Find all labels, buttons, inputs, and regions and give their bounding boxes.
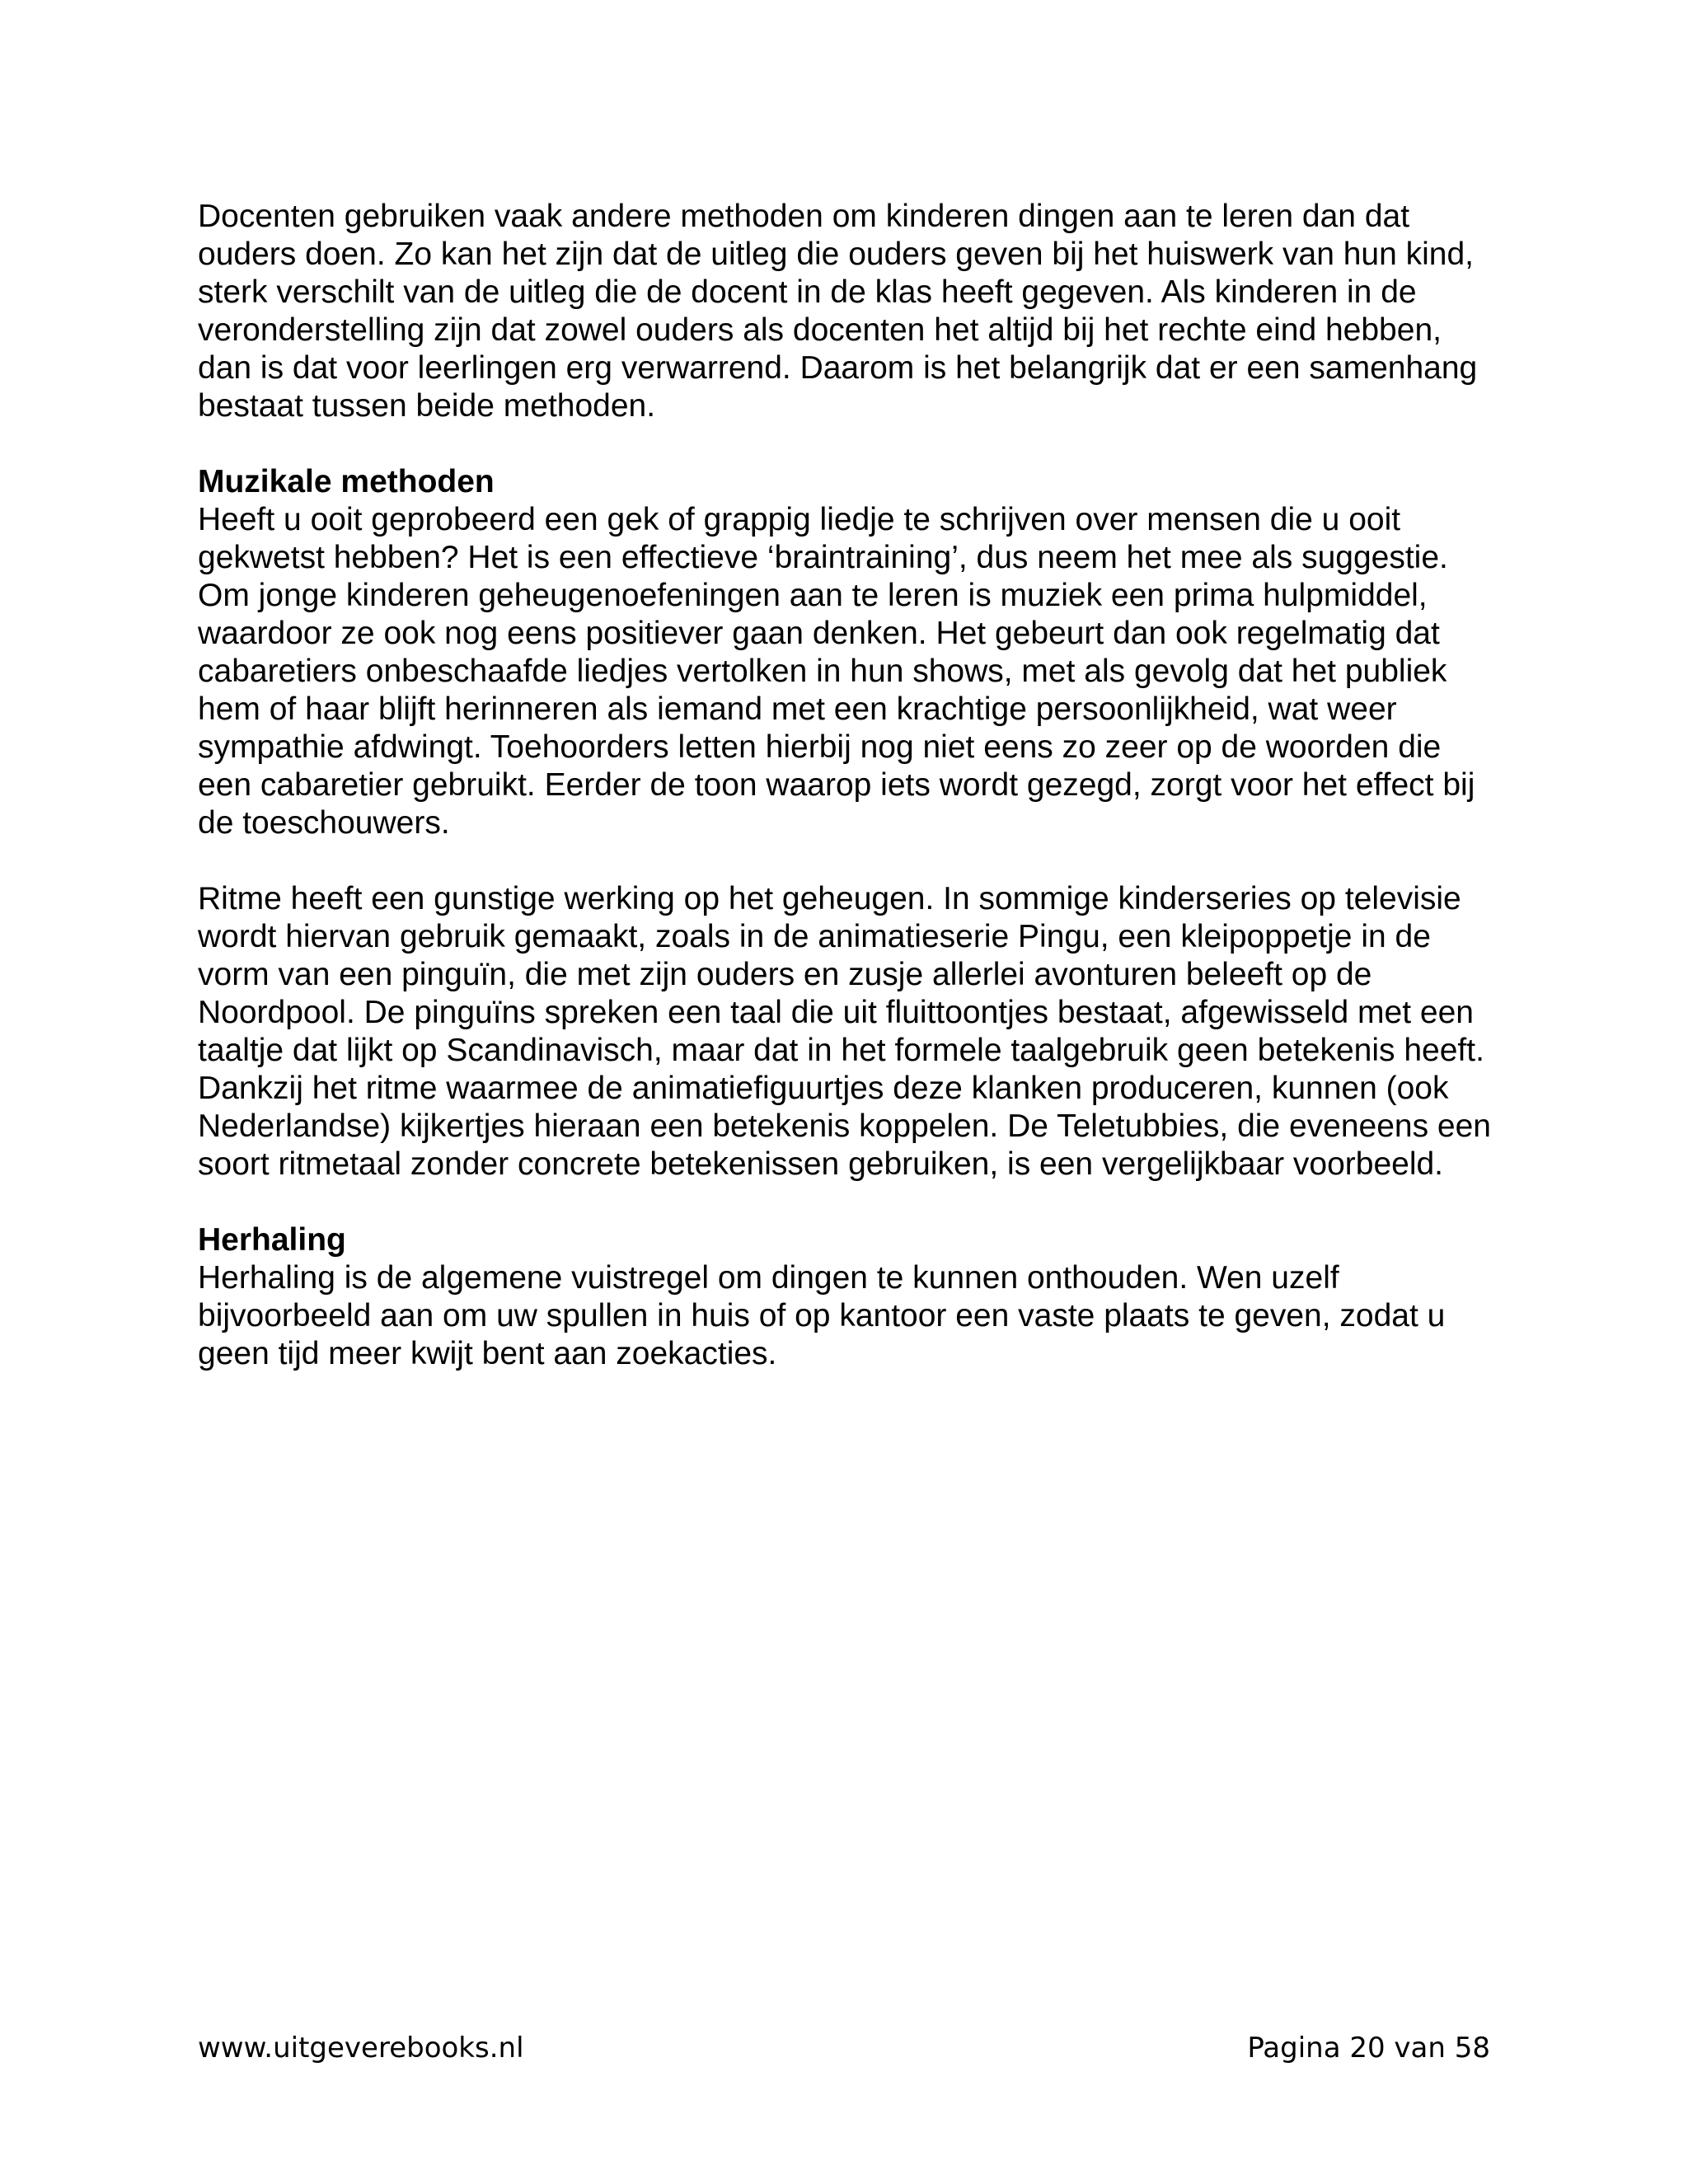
paragraph-muzikale-methoden: Heeft u ooit geprobeerd een gek of grappig liedje te schrijven over mensen die u ooit gekwetst hebben? Het is een effectieve ‘braintraining’, dus neem het mee als suggestie. Om jonge kinderen geheugenoefeningen aan te leren is muziek een prima hulpmiddel, waardoor ze ook nog eens positiever gaan denken. Het gebeurt dan ook regelmatig dat cabaretiers onbeschaafde liedjes vertolken in hun shows, met als gevolg dat het publiek hem of haar blijft herinneren als iemand met een krachtige persoonlijkheid, wat weer sympathie afdwingt. Toehoorders letten hierbij nog niet eens zo zeer op de woorden die een cabaretier gebruikt. Eerder de toon waarop iets wordt gezegd, zorgt voor het effect bij de toeschouwers. [198,502,1475,841]
section-heading-muzikale-methoden: Muzikale methoden [198,464,495,499]
paragraph-gap [198,1183,1500,1221]
paragraph-intro: Docenten gebruiken vaak andere methoden om kinderen dingen aan te leren dan dat ouders doen. Zo kan het zijn dat de uitleg die ouders geven bij het huiswerk van hun kind, sterk verschilt van de uitleg die de docent in de klas heeft gegeven. Als kinderen in de veronderstelling zijn dat zowel ouders als docenten het altijd bij het rechte eind hebben, dan is dat voor leerlingen erg verwarrend. Daarom is het belangrijk dat er een samenhang bestaat tussen beide methoden. [198,199,1478,424]
paragraph-gap [198,425,1500,463]
document-body [198,198,1500,1373]
footer-page-number: Pagina 20 van 58 [1247,2032,1490,2064]
page-footer [198,2032,1490,2064]
paragraph-herhaling: Herhaling is de algemene vuistregel om dingen te kunnen onthouden. Wen uzelf bijvoorbeeld aan om uw spullen in huis of op kantoor een vaste plaats te geven, zodat u geen tijd meer kwijt bent aan zoekacties. [198,1260,1446,1371]
section-heading-herhaling: Herhaling [198,1222,346,1258]
paragraph-ritme: Ritme heeft een gunstige werking op het geheugen. In sommige kinderseries op televisie wordt hiervan gebruik gemaakt, zoals in de animatieserie Pingu, een kleipoppetje in de vorm van een pinguïn, die met zijn ouders en zusje allerlei avonturen beleeft op de Noordpool. De pinguïns spreken een taal die uit fluittoontjes bestaat, afgewisseld met een taaltje dat lijkt op Scandinavisch, maar dat in het formele taalgebruik geen betekenis heeft. Dankzij het ritme waarmee de animatiefiguurtjes deze klanken produceren, kunnen (ook Nederlandse) kijkertjes hieraan een betekenis koppelen. De Teletubbies, die eveneens een soort ritmetaal zonder concrete betekenissen gebruiken, is een vergelijkbaar voorbeeld. [198,881,1491,1182]
paragraph-gap [198,842,1500,880]
footer-website: www.uitgeverebooks.nl [198,2032,524,2064]
